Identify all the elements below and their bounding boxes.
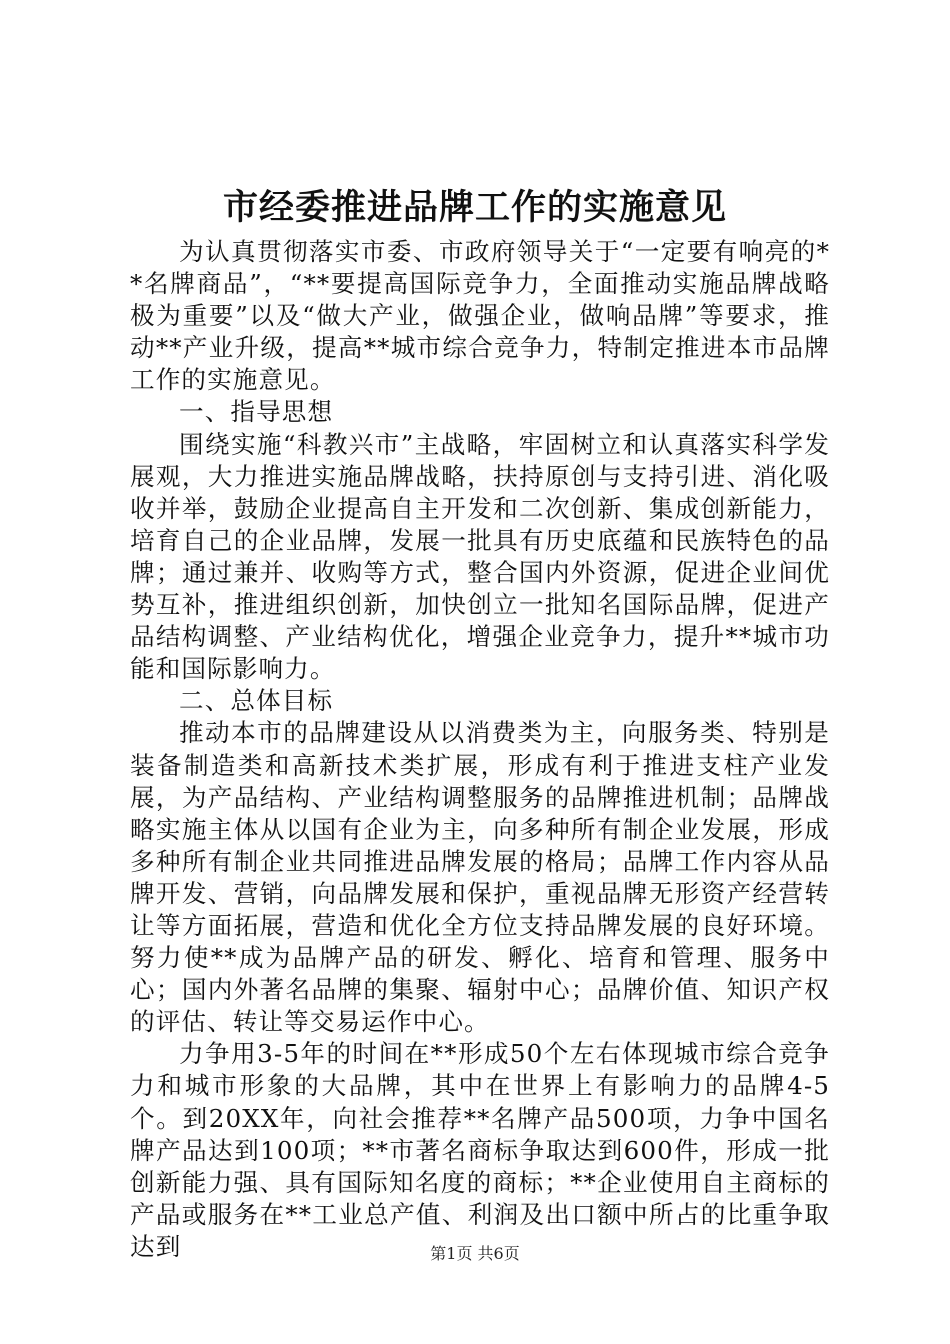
section-heading-overall-goals: 二、总体目标 (179, 686, 334, 716)
section-heading-guiding-ideology: 一、指导思想 (179, 397, 334, 427)
intro-paragraph: 为认真贯彻落实市委、市政府领导关于“一定要有响亮的**名牌商品”，“**要提高国际竞争力，全面推动实施品牌战略极为重要”以及“做大产业，做强企业，做响品牌”等要求，推动**产业升级，提高**城市综合竞争力，特制定推进本市品牌工作的实施意见。 (130, 237, 830, 395)
overall-goals-paragraph-2: 力争用3-5年的时间在**形成50个左右体现城市综合竞争力和城市形象的大品牌，其中在世界上有影响力的品牌4-5个。到20XX年，向社会推荐**名牌产品500项，力争中国名牌产品达到100项；**市著名商标争取达到600件，形成一批创新能力强、具有国际知名度的商标；**企业使用自主商标的产品或服务在**工业总产值、利润及出口额中所占的比重争取达到 (130, 1039, 830, 1261)
overall-goals-paragraph-1: 推动本市的品牌建设从以消费类为主，向服务类、特别是装备制造类和高新技术类扩展，形成有利于推进支柱产业发展，为产品结构、产业结构调整服务的品牌推进机制；品牌战略实施主体从以国有企业为主，向多种所有制企业发展，形成多种所有制企业共同推进品牌发展的格局；品牌工作内容从品牌开发、营销，向品牌发展和保护，重视品牌无形资产经营转让等方面拓展，营造和优化全方位支持品牌发展的良好环境。努力使**成为品牌产品的研发、孵化、培育和管理、服务中心；国内外著名品牌的集聚、辐射中心；品牌价值、知识产权的评估、转让等交易运作中心。 (130, 718, 830, 1037)
guiding-ideology-paragraph: 围绕实施“科教兴市”主战略，牢固树立和认真落实科学发展观，大力推进实施品牌战略，扶持原创与支持引进、消化吸收并举，鼓励企业提高自主开发和二次创新、集成创新能力，培育自己的企业品牌，发展一批具有历史底蕴和民族特色的品牌；通过兼并、收购等方式，整合国内外资源，促进企业间优势互补，推进组织创新，加快创立一批知名国际品牌，促进产品结构调整、产业结构优化，增强企业竞争力，提升**城市功能和国际影响力。 (130, 429, 830, 684)
document-body (130, 236, 830, 1263)
page-number-footer: 第1页 共6页 (430, 1244, 520, 1263)
document-title: 市经委推进品牌工作的实施意见 (222, 187, 727, 228)
